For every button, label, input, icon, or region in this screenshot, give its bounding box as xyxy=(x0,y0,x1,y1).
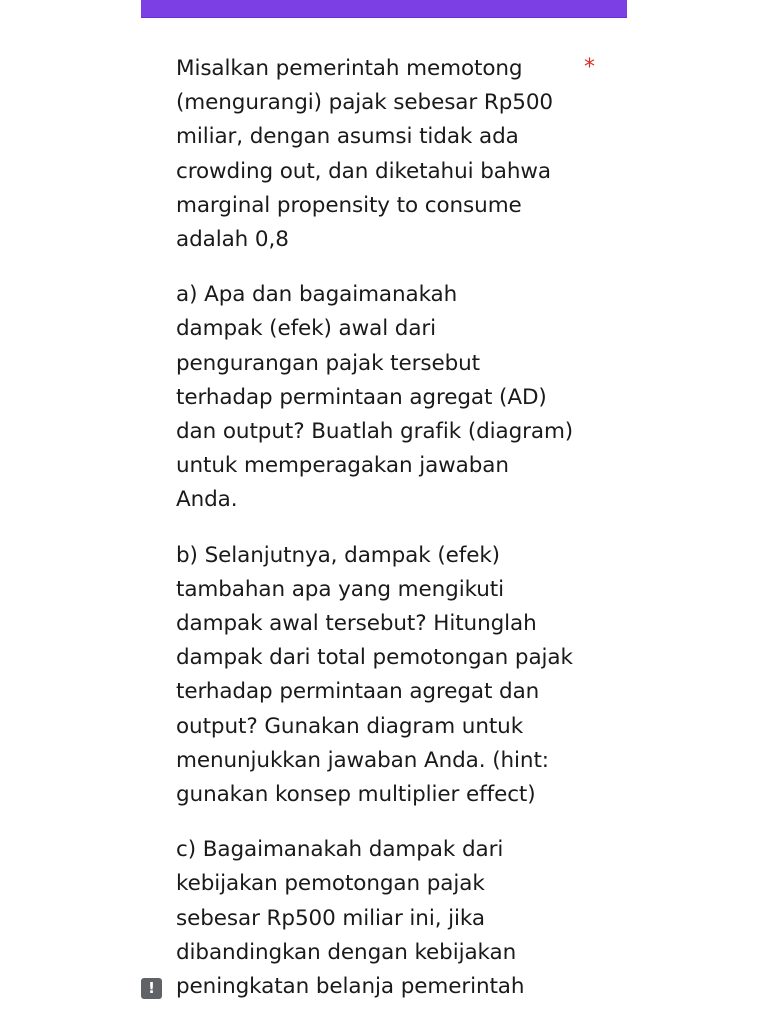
question-part-a: a) Apa dan bagaimanakah dampak (efek) awal dari pengurangan pajak tersebut terhadap permintaan agregat (AD) dan output? Buatlah grafik (diagram) untuk memperagakan jawaban Anda. xyxy=(176,282,574,513)
required-asterisk: * xyxy=(584,55,595,80)
report-icon[interactable]: ! xyxy=(141,978,162,999)
question-intro: Misalkan pemerintah memotong (mengurangi) pajak sebesar Rp500 miliar, dengan asumsi tidak ada crowding out, dan diketahui bahwa marginal propensity to consume adalah 0,8 xyxy=(176,56,553,253)
question-text xyxy=(176,52,596,1004)
question-part-b: b) Selanjutnya, dampak (efek) tambahan apa yang mengikuti dampak awal tersebut? Hitunglah dampak dari total pemotongan pajak terhadap permintaan agregat dan output? Gunakan diagram untuk menunjukkan jawaban Anda. (hint: gunakan konsep multiplier effect) xyxy=(176,542,573,808)
question-part-c: c) Bagaimanakah dampak dari kebijakan pemotongan pajak sebesar Rp500 miliar ini, jika dibandingkan dengan kebijakan peningkatan belanja pemerintah xyxy=(176,837,525,1000)
form-accent-bar xyxy=(141,0,627,18)
